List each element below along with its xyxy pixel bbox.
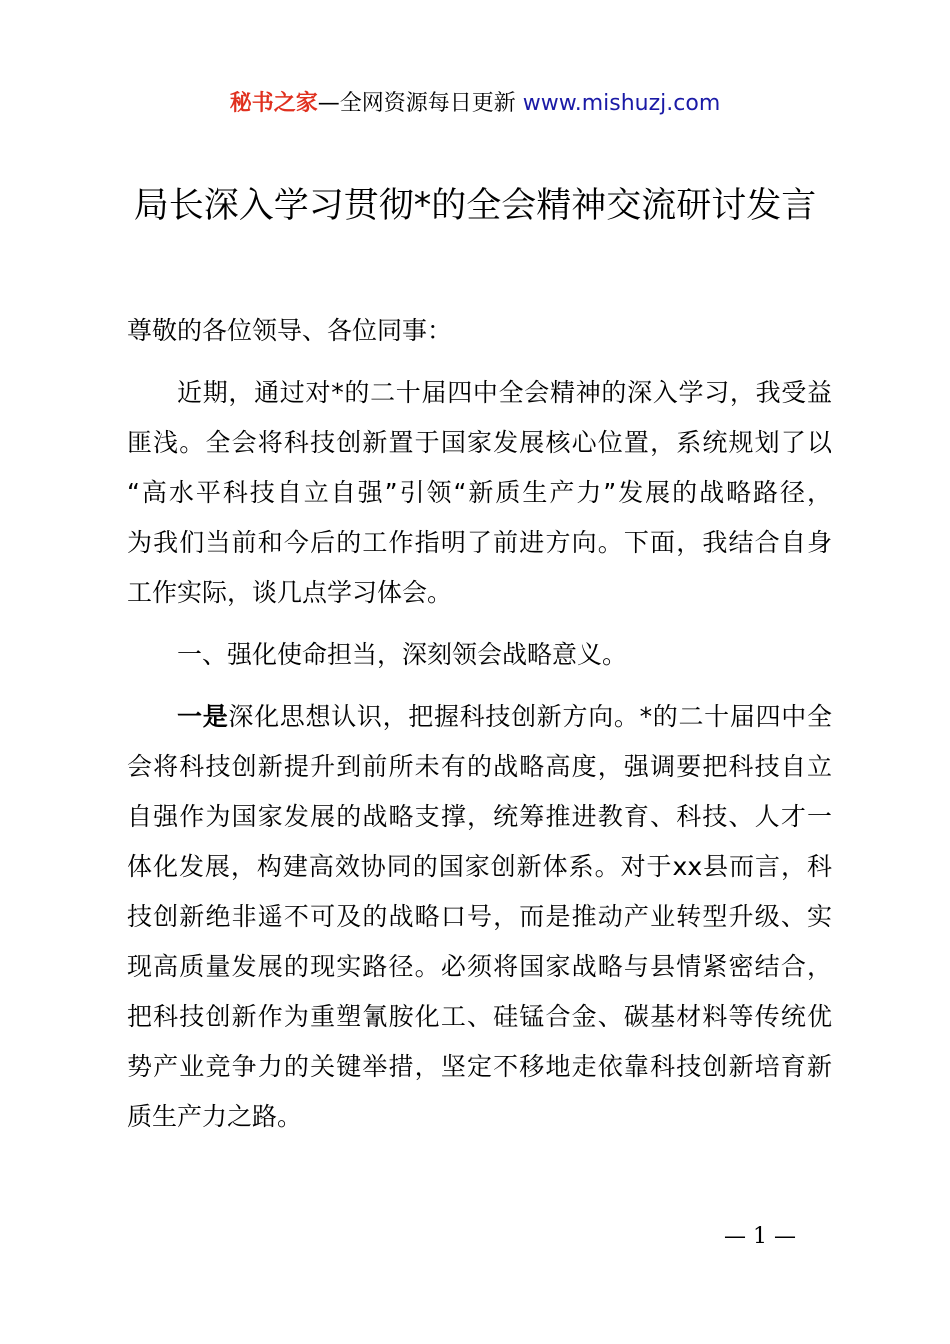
site-tagline: —全网资源每日更新 xyxy=(317,91,523,116)
point-text: 深化思想认识，把握科技创新方向。*的二十届四中全 xyxy=(228,702,832,731)
point-lead: 一是 xyxy=(177,702,229,731)
paragraph-line: 现高质量发展的现实路径。必须将国家战略与县情紧密结合， xyxy=(127,952,832,981)
paragraph-line: 近期，通过对*的二十届四中全会精神的深入学习，我受益 xyxy=(177,378,832,407)
paragraph-line: 技创新绝非遥不可及的战略口号，而是推动产业转型升级、实 xyxy=(127,902,832,931)
page-number: — 1 — xyxy=(724,1224,796,1249)
paragraph-line: 为我们当前和今后的工作指明了前进方向。下面，我结合自身 xyxy=(127,528,832,557)
section-heading: 一、强化使命担当，深刻领会战略意义。 xyxy=(177,640,628,669)
site-brand: 秘书之家 xyxy=(229,91,318,116)
section-heading-block xyxy=(127,630,832,680)
intro-paragraph xyxy=(127,368,832,618)
paragraph-line xyxy=(127,692,832,742)
paragraph-line: 自强作为国家发展的战略支撑，统筹推进教育、科技、人才一 xyxy=(127,802,832,831)
salutation: 尊敬的各位领导、各位同事： xyxy=(127,316,453,345)
paragraph-line: 势产业竞争力的关键举措，坚定不移地走依靠科技创新培育新 xyxy=(127,1052,832,1081)
paragraph-line: 把科技创新作为重塑氰胺化工、硅锰合金、碳基材料等传统优 xyxy=(127,1002,832,1031)
paragraph-line: 体化发展，构建高效协同的国家创新体系。对于xx县而言，科 xyxy=(127,852,832,881)
paragraph-line: 匪浅。全会将科技创新置于国家发展核心位置，系统规划了以 xyxy=(127,428,832,457)
paragraph-line: 工作实际，谈几点学习体会。 xyxy=(127,578,453,607)
site-url-link[interactable]: www.mishuzj.com xyxy=(522,91,721,116)
paragraph-line: 质生产力之路。 xyxy=(127,1102,303,1131)
salutation-block xyxy=(127,306,832,356)
document-title: 局长深入学习贯彻*的全会精神交流研讨发言 xyxy=(133,186,817,226)
site-header xyxy=(0,88,950,120)
point1-paragraph xyxy=(127,692,832,1142)
paragraph-line: “高水平科技自立自强”引领“新质生产力”发展的战略路径， xyxy=(127,478,832,507)
paragraph-line: 会将科技创新提升到前所未有的战略高度，强调要把科技自立 xyxy=(127,752,832,781)
